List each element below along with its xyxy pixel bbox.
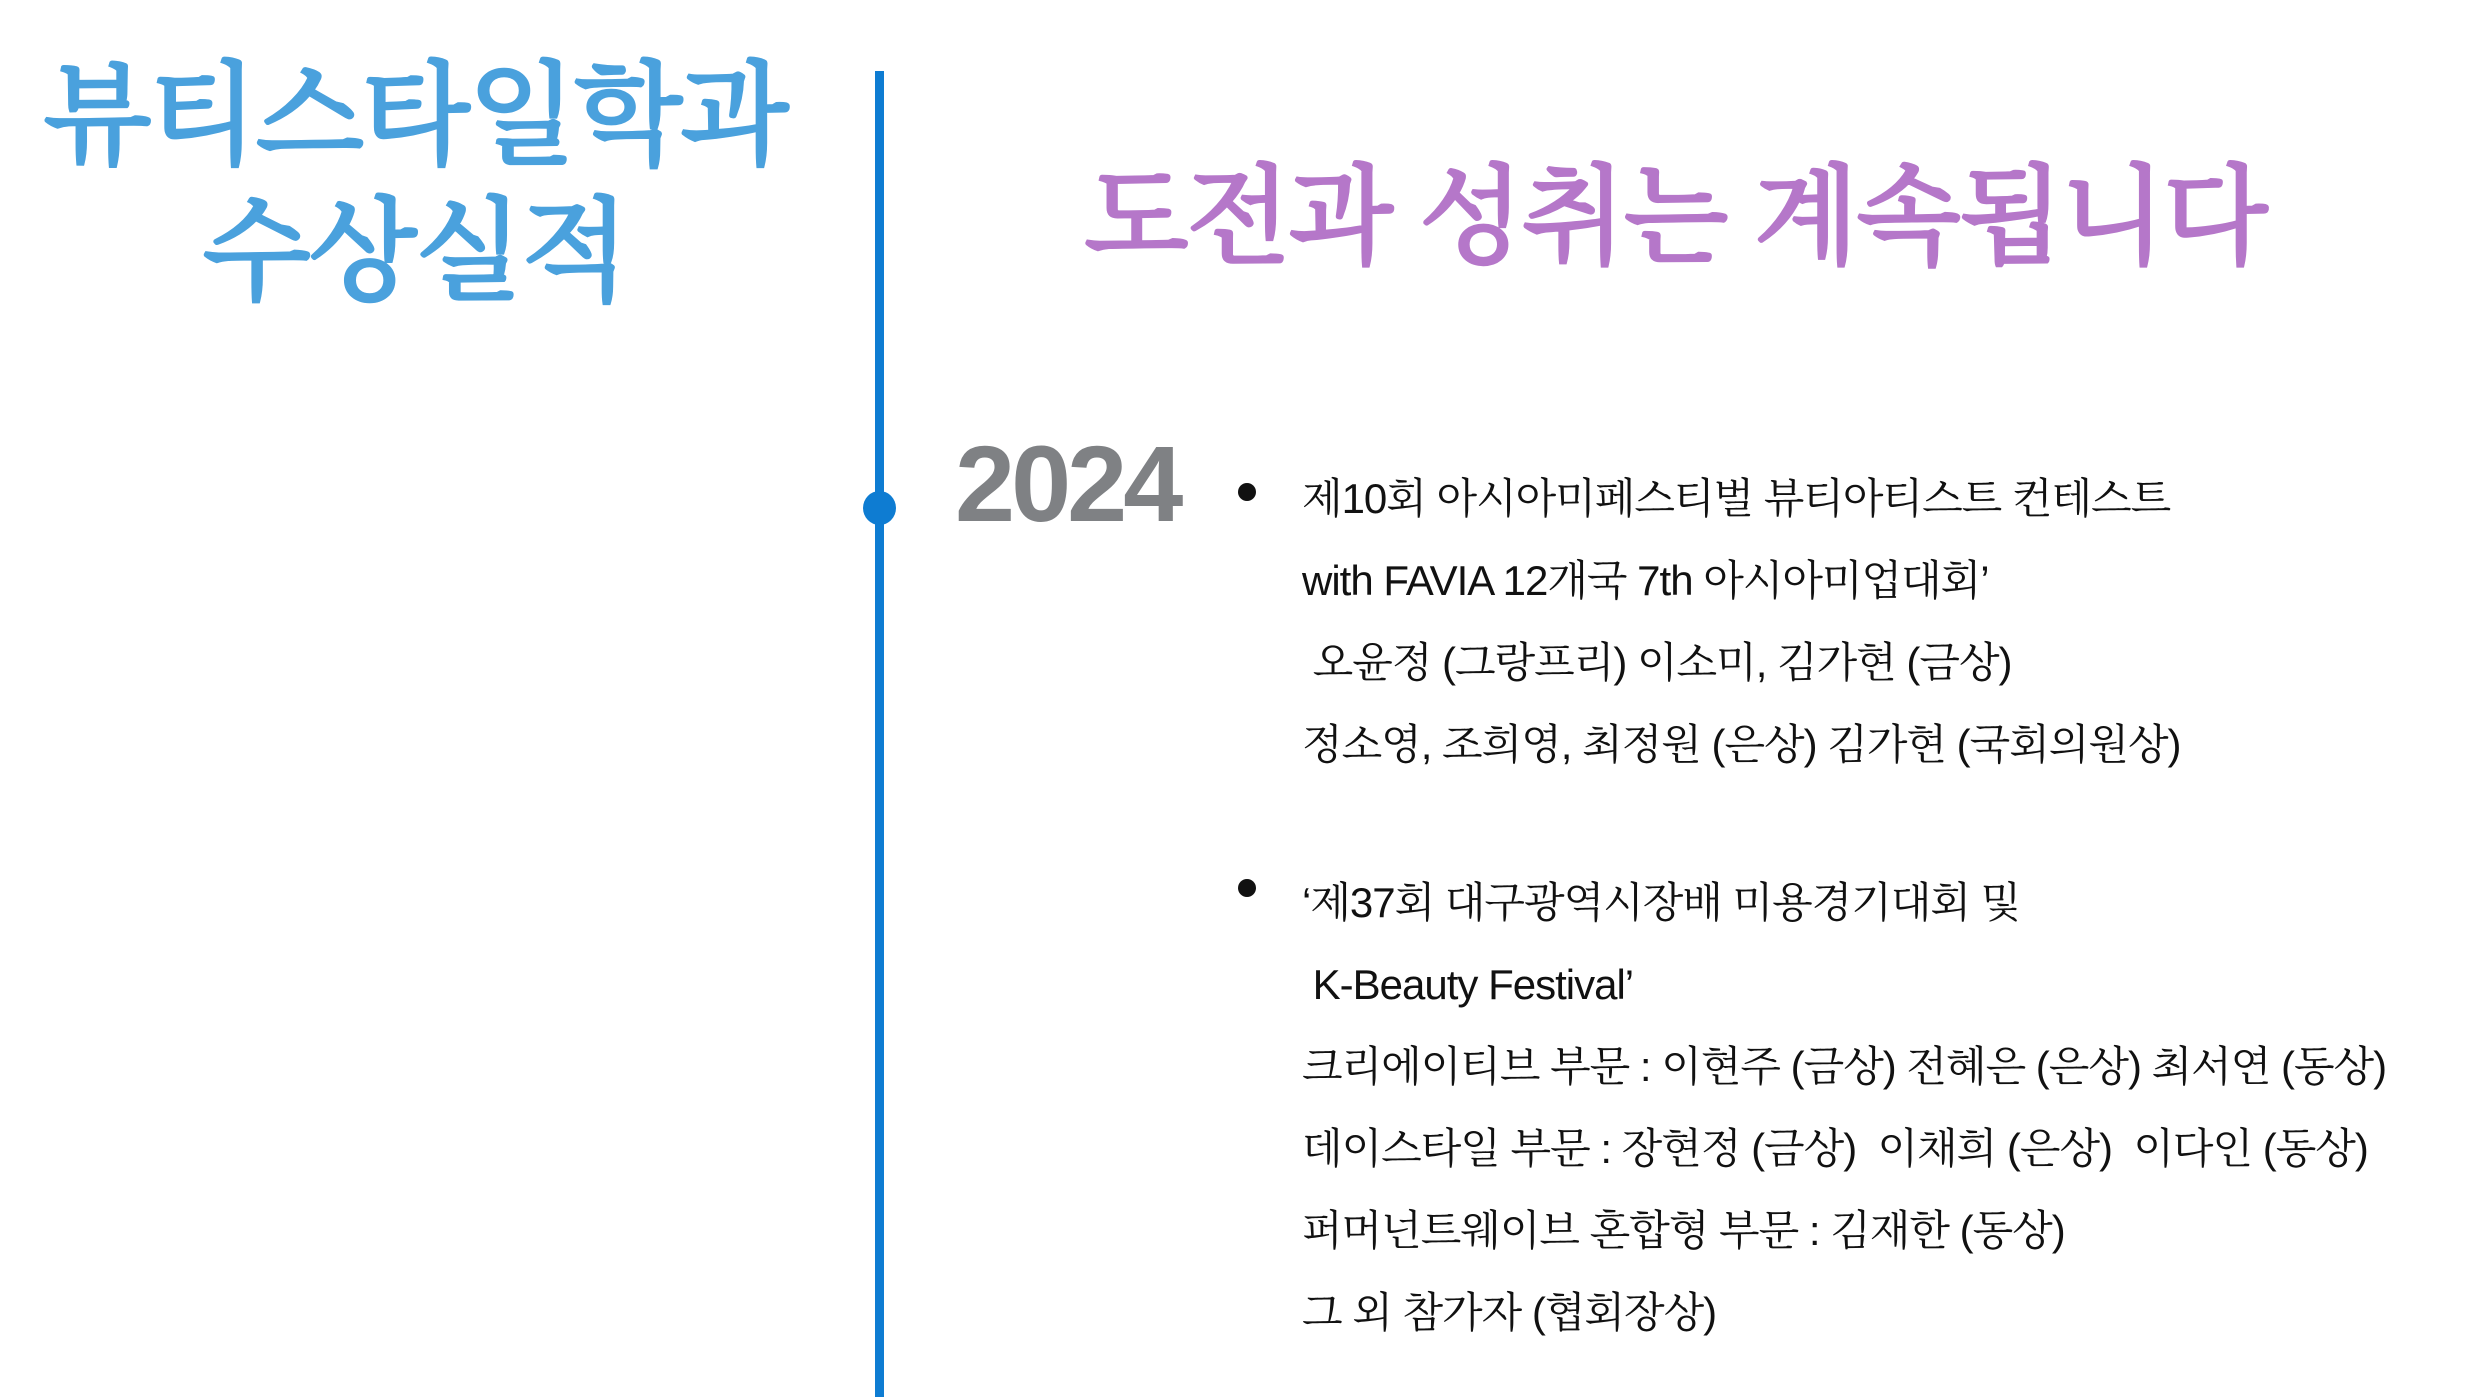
event-line: 정소영, 조희영, 최정원 (은상) 김가현 (국회의원상): [1302, 721, 2181, 768]
bullet-icon: [1238, 483, 1256, 501]
event-line: 오윤정 (그랑프리) 이소미, 김가현 (금상): [1302, 639, 2012, 686]
event-line: 퍼머넌트웨이브 혼합형 부문 : 김재한 (동상): [1302, 1207, 2065, 1254]
event-line: ‘제37회 대구광역시장배 미용경기대회 및: [1302, 879, 2021, 926]
page-title-line2: 수상실적: [202, 189, 628, 314]
page-title-line1: 뷰티스타일학과: [43, 53, 787, 178]
section-heading: 도전과 성취는 계속됩니다: [1084, 156, 2266, 277]
event-block-daegu-contest: [1302, 862, 2472, 1354]
event-line: 크리에이티브 부문 : 이현주 (금상) 전혜은 (은상) 최서연 (동상): [1302, 1043, 2387, 1090]
bullet-icon: [1238, 879, 1256, 897]
event-line: 데이스타일 부문 : 장현정 (금상) 이채희 (은상) 이다인 (동상): [1302, 1125, 2368, 1172]
event-block-asia-festival: [1302, 458, 2472, 786]
event-line: K-Beauty Festival’: [1302, 961, 1634, 1008]
event-line: 제10회 아시아미페스티벌 뷰티아티스트 컨테스트: [1302, 475, 2171, 522]
event-line: 그 외 참가자 (협회장상): [1302, 1289, 1717, 1336]
event-line: with FAVIA 12개국 7th 아시아미업대회’: [1302, 557, 1989, 604]
timeline-year-label: 2024: [955, 423, 1180, 544]
page-title: [0, 48, 830, 320]
timeline-node-dot: [863, 491, 896, 525]
